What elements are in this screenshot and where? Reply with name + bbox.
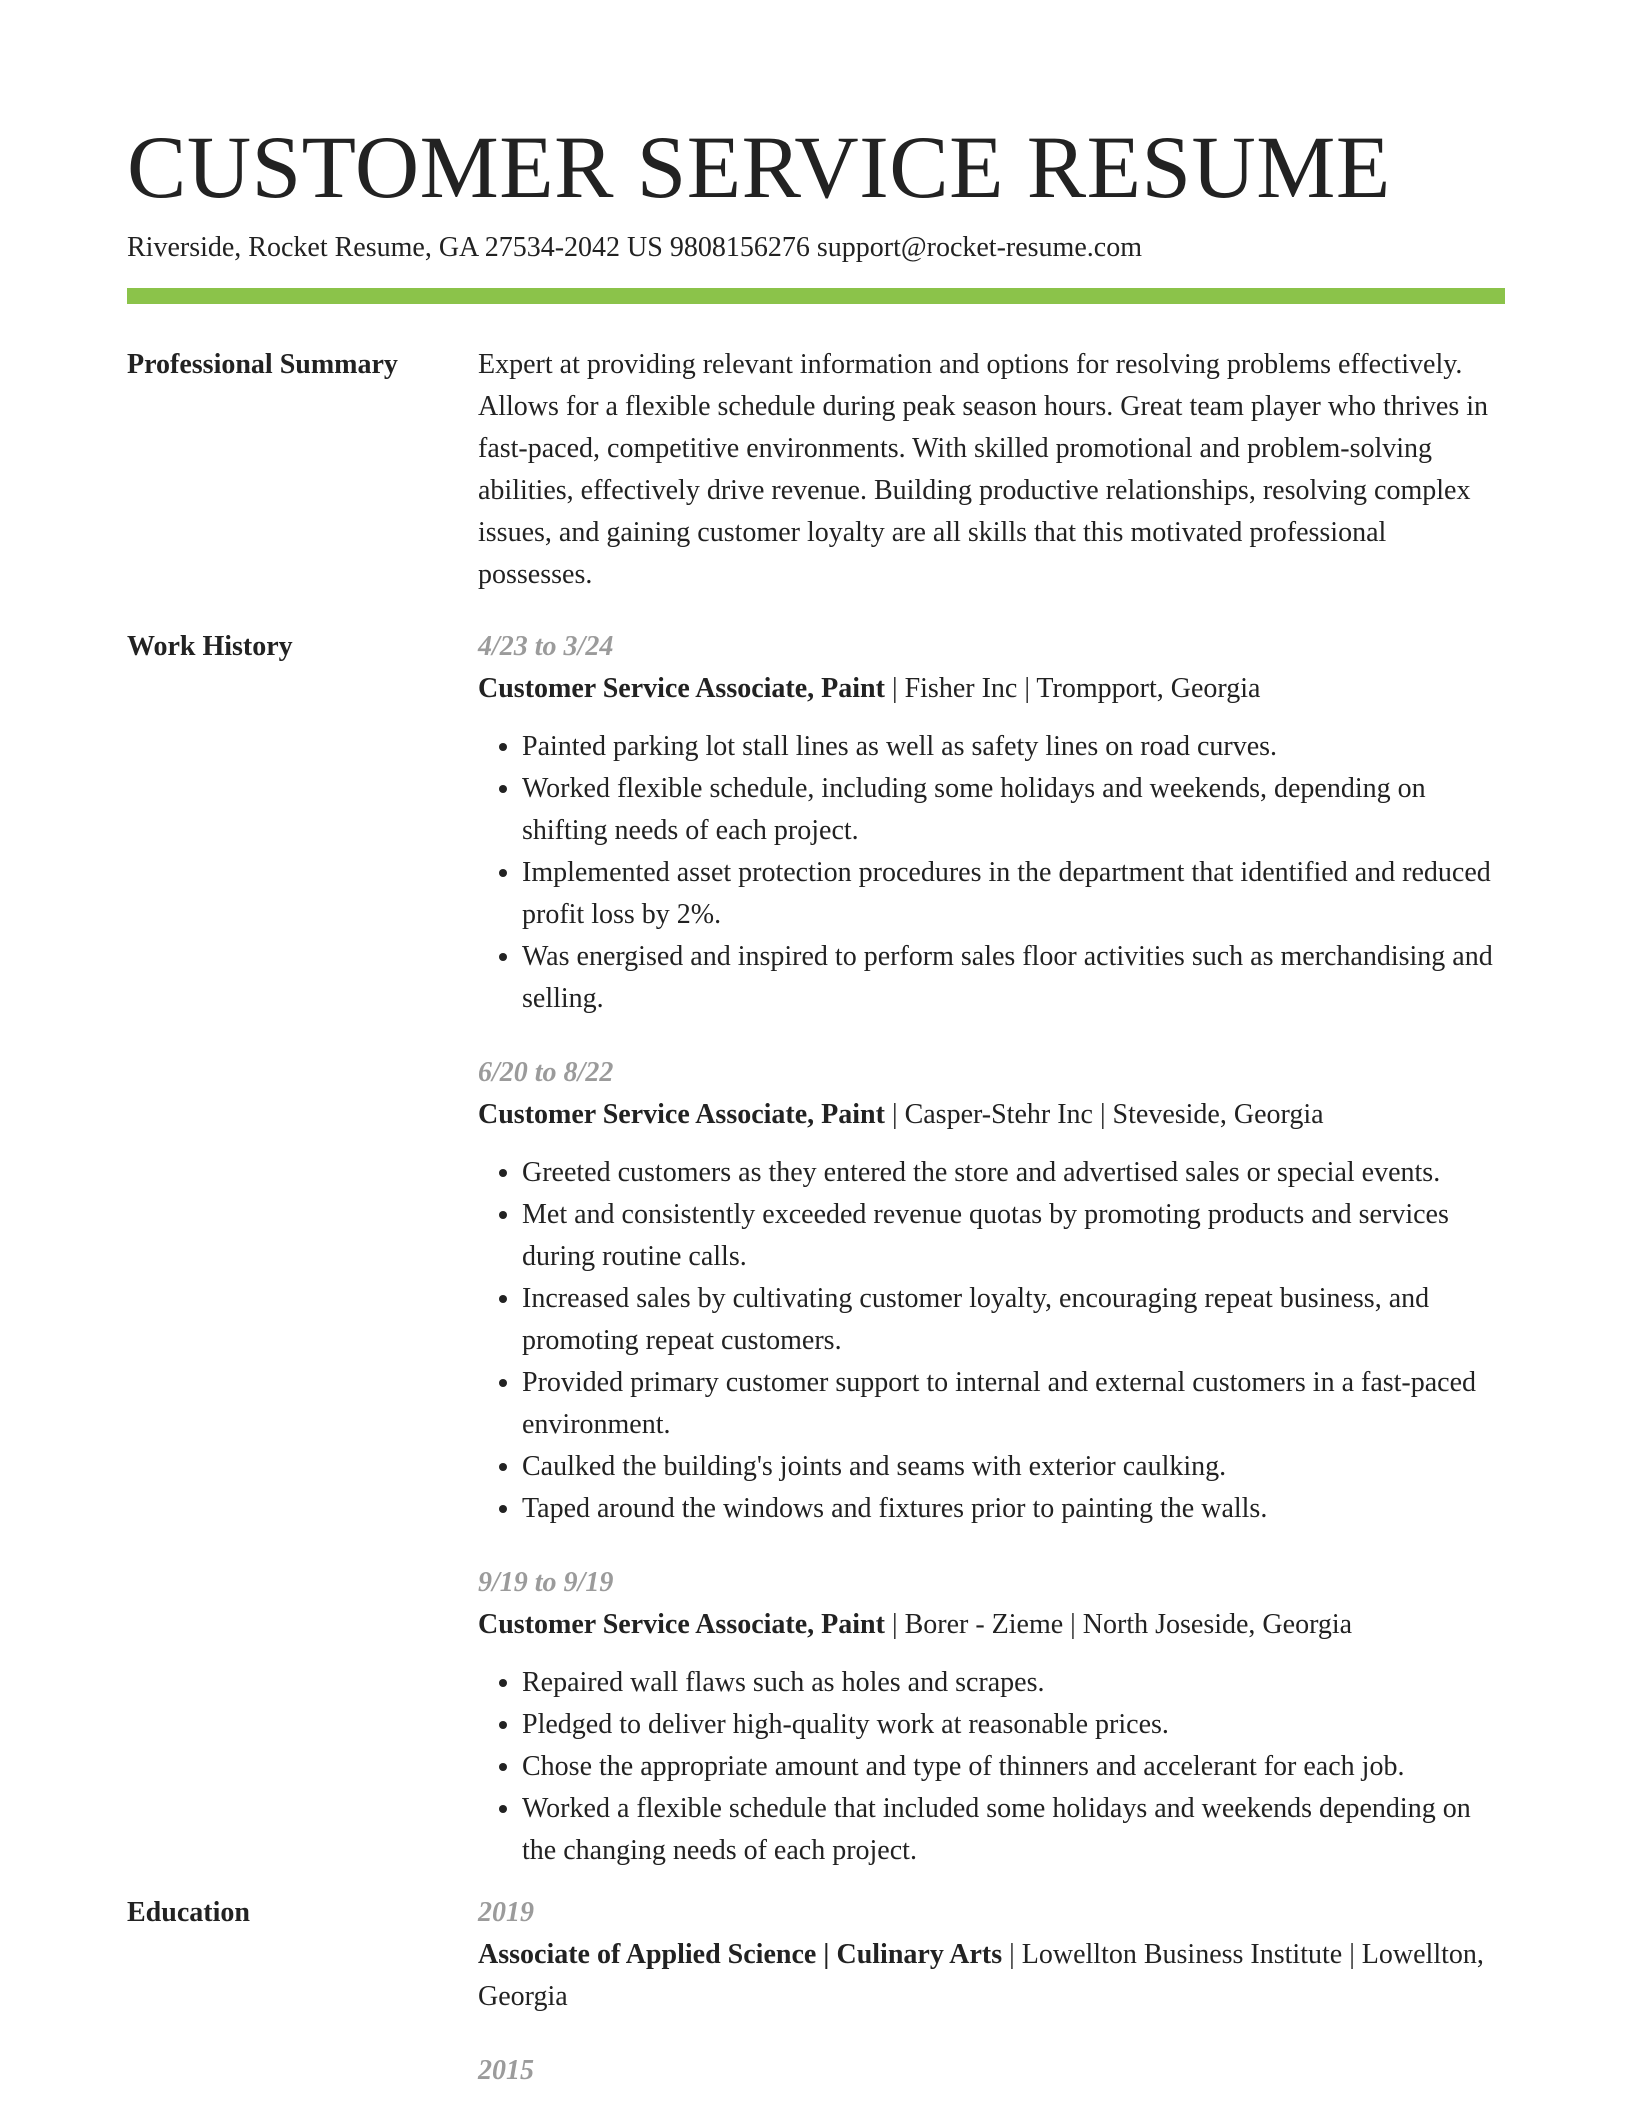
resume-title: CUSTOMER SERVICE RESUME [127,119,1391,217]
job-role: Customer Service Associate, Paint [478,1099,885,1130]
job-entry [478,1562,1505,1872]
job-bullet: • Chose the appropriate amount and type of thinners and accelerant for each job. [522,1746,1505,1788]
education-heading: Education [127,1897,250,1928]
summary-heading: Professional Summary [127,349,398,380]
job-bullet: • Met and consistently exceeded revenue quotas by promoting products and services during routine calls. [522,1194,1505,1278]
work-history-heading: Work History [127,631,293,662]
education-entry [478,2050,1505,2092]
job-bullet: • Worked flexible schedule, including some holidays and weekends, depending on shifting needs of each project. [522,768,1505,852]
job-entry [478,626,1505,1020]
education-year: 2015 [478,2055,534,2086]
job-bullet: • Caulked the building's joints and seams with exterior caulking. [522,1446,1505,1488]
job-bullet: • Increased sales by cultivating customer loyalty, encouraging repeat business, and promoting repeat customers. [522,1278,1505,1362]
job-employer: | Borer - Zieme | North Joseside, Georgia [884,1609,1353,1640]
job-dates: 6/20 to 8/22 [478,1057,614,1088]
job-entry [478,1052,1505,1530]
summary-text: Expert at providing relevant information and options for resolving problems effectively. Allows for a flexible schedule during peak season hours. Great team player who thrives in fast-paced, competitive environments. With skilled promotional and problem-solving abilities, effectively drive revenue. Building productive relationships, resolving complex issues, and gaining customer loyalty are all skills that this motivated professional possesses. [478,349,1489,590]
job-bullet: • Provided primary customer support to internal and external customers in a fast-paced environment. [522,1362,1505,1446]
job-bullet: • Greeted customers as they entered the store and advertised sales or special events. [522,1152,1505,1194]
education-school: | Lowellton Business Institute | Lowellton, Georgia [478,1939,1484,2012]
education-section [127,1892,1505,2092]
job-employer: | Casper-Stehr Inc | Steveside, Georgia [884,1099,1324,1130]
job-dates: 9/19 to 9/19 [478,1567,614,1598]
job-bullets [478,1662,1505,1872]
job-bullet: • Was energised and inspired to perform sales floor activities such as merchandising and selling. [522,936,1505,1020]
work-history-section [127,626,1505,1872]
job-role: Customer Service Associate, Paint [478,1609,885,1640]
contact-info: Riverside, Rocket Resume, GA 27534-2042 US 9808156276 support@rocket-resume.com [127,232,1142,263]
job-bullet: • Taped around the windows and fixtures prior to painting the walls. [522,1488,1505,1530]
job-bullets [478,1152,1505,1530]
job-bullet: • Pledged to deliver high-quality work at reasonable prices. [522,1704,1505,1746]
education-degree: Associate of Applied Science | Culinary Arts [478,1939,1003,1970]
education-entry [478,1892,1505,2018]
job-dates: 4/23 to 3/24 [478,631,614,662]
header-divider [127,288,1505,304]
summary-body [478,344,1505,596]
job-employer: | Fisher Inc | Trompport, Georgia [884,673,1261,704]
job-heading [478,1094,1505,1136]
work-history-body [478,626,1505,1872]
education-heading-line [478,1934,1505,2018]
education-year: 2019 [478,1897,534,1928]
job-heading [478,668,1505,710]
job-role: Customer Service Associate, Paint [478,673,885,704]
job-bullet: • Painted parking lot stall lines as well as safety lines on road curves. [522,726,1505,768]
summary-section [127,344,1505,596]
education-body [478,1892,1505,2092]
job-bullet: • Repaired wall flaws such as holes and scrapes. [522,1662,1505,1704]
job-bullet: • Implemented asset protection procedures in the department that identified and reduced profit loss by 2%. [522,852,1505,936]
job-bullets [478,726,1505,1020]
job-heading [478,1604,1505,1646]
job-bullet: • Worked a flexible schedule that included some holidays and weekends depending on the changing needs of each project. [522,1788,1505,1872]
